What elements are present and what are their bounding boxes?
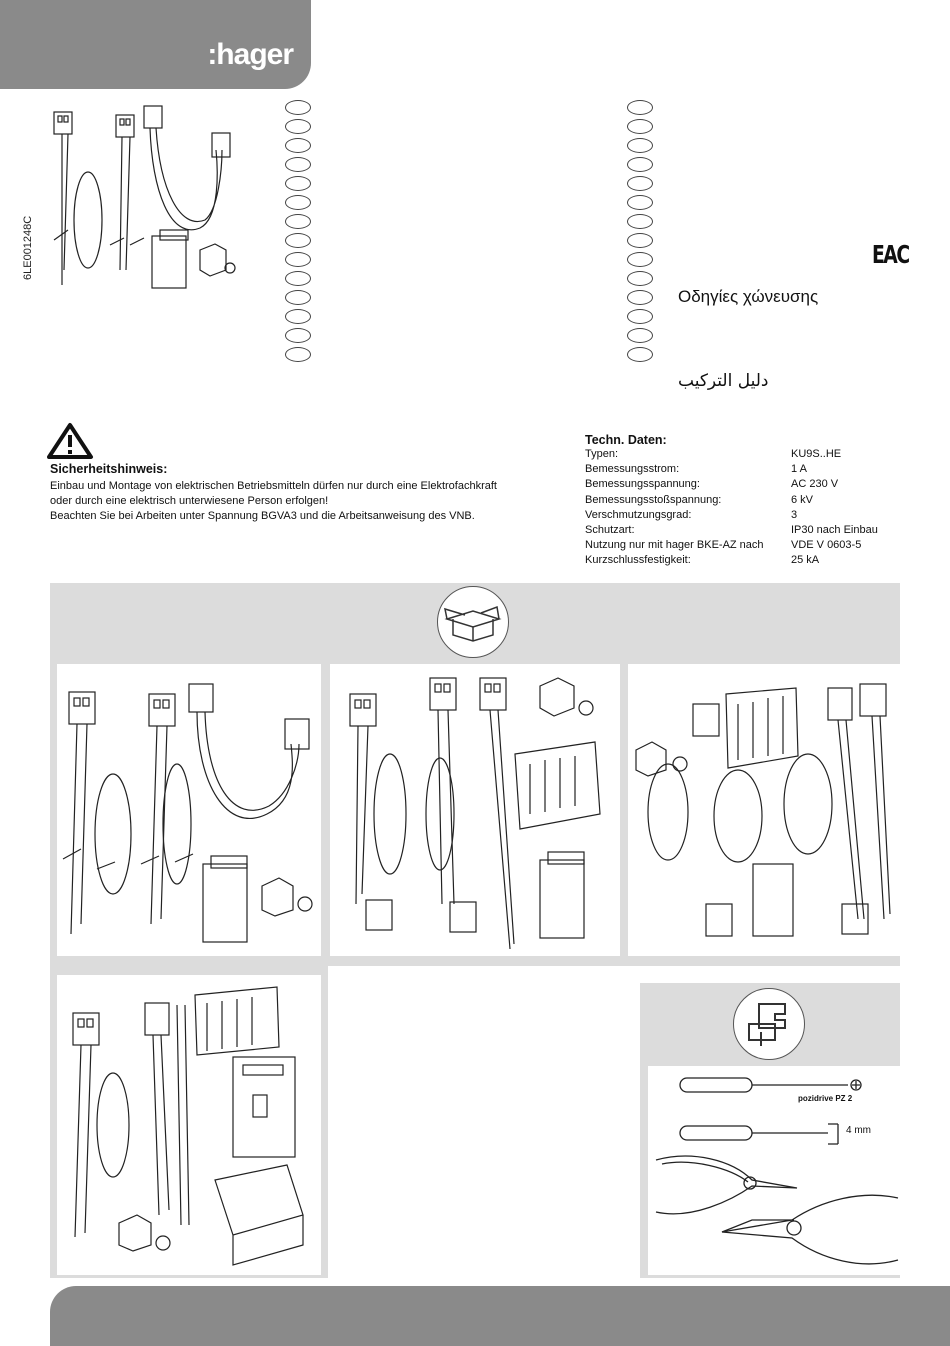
language-oval	[627, 100, 653, 115]
variant-2-illustration	[330, 664, 620, 956]
variant-3-illustration	[628, 664, 900, 956]
language-oval	[285, 100, 311, 115]
safety-line: Beachten Sie bei Arbeiten unter Spannung BGVA3 und die Arbeitsanweisung des VNB.	[50, 510, 475, 522]
language-oval	[627, 176, 653, 191]
language-oval	[285, 271, 311, 286]
table-row	[585, 524, 878, 539]
safety-text	[50, 479, 570, 524]
tech-key: Kurzschlussfestigkeit:	[585, 554, 691, 567]
tech-value: AC 230 V	[791, 478, 839, 491]
safety-line: oder durch eine elektrisch unterwiesene Person erfolgen!	[50, 495, 329, 507]
brand-logo: :hager	[207, 38, 293, 71]
table-row	[585, 509, 878, 524]
tech-key: Bemessungsspannung:	[585, 478, 700, 491]
tech-data-heading: Techn. Daten:	[585, 433, 667, 447]
table-row	[585, 539, 878, 554]
table-row	[585, 494, 878, 509]
screwdriver-1-label: pozidrive PZ 2	[798, 1094, 853, 1103]
table-row	[585, 554, 878, 569]
language-oval	[627, 119, 653, 134]
eac-mark: EAC	[872, 240, 909, 269]
language-oval	[627, 290, 653, 305]
tech-value: 3	[791, 508, 798, 521]
tech-key: Bemessungsstoßspannung:	[585, 493, 722, 506]
language-oval	[285, 138, 311, 153]
wrench-hammer-icon	[745, 1000, 793, 1048]
language-oval	[627, 309, 653, 324]
language-oval	[285, 157, 311, 172]
language-oval	[627, 214, 653, 229]
language-oval	[285, 195, 311, 210]
tech-data-table	[585, 448, 878, 570]
variant-1-illustration	[57, 664, 321, 956]
language-oval	[285, 233, 311, 248]
variant-4-illustration	[57, 975, 321, 1275]
tech-key: Schutzart:	[585, 523, 635, 536]
language-ovals-left	[285, 100, 315, 366]
footer-bar	[50, 1286, 950, 1346]
language-oval	[627, 157, 653, 172]
tech-value: KU9S..HE	[791, 448, 842, 460]
language-oval	[627, 138, 653, 153]
tech-key: Bemessungsstrom:	[585, 463, 680, 476]
header-logo-tab	[0, 0, 311, 89]
open-box-icon	[445, 605, 501, 641]
language-oval	[627, 233, 653, 248]
tech-value: IP30 nach Einbau	[791, 523, 878, 536]
language-oval	[627, 252, 653, 267]
arabic-title: دليل التركيب	[678, 371, 769, 391]
tech-key: Typen:	[585, 448, 619, 460]
language-oval	[627, 271, 653, 286]
tech-key: Nutzung nur mit hager BKE-AZ nach	[585, 539, 764, 552]
safety-line: Einbau und Montage von elektrischen Betriebsmitteln dürfen nur durch eine Elektrofachkraft	[50, 480, 497, 492]
language-oval	[627, 328, 653, 343]
language-oval	[285, 214, 311, 229]
language-ovals-right	[627, 100, 657, 366]
language-oval	[285, 252, 311, 267]
side-cutter-icon	[712, 1190, 902, 1270]
warning-icon	[46, 422, 94, 460]
screwdriver-flat-icon	[678, 1122, 848, 1152]
language-oval	[285, 290, 311, 305]
document-id: 6LE001248C	[22, 215, 34, 280]
safety-heading: Sicherheitshinweis:	[50, 462, 168, 476]
table-row	[585, 448, 878, 463]
language-oval	[285, 347, 311, 362]
tech-value: VDE V 0603-5	[791, 539, 862, 552]
language-oval	[285, 119, 311, 134]
table-row	[585, 463, 878, 478]
language-oval	[285, 309, 311, 324]
tech-value: 1 A	[791, 463, 807, 476]
language-oval	[285, 328, 311, 343]
screwdriver-2-label: 4 mm	[846, 1125, 871, 1136]
table-row	[585, 478, 878, 493]
language-oval	[627, 195, 653, 210]
language-oval	[627, 347, 653, 362]
tech-key: Verschmutzungsgrad:	[585, 508, 692, 521]
greek-title: Οδηγίες χώνευσης	[678, 287, 819, 306]
tech-value: 6 kV	[791, 493, 814, 506]
language-oval	[285, 176, 311, 191]
tech-value: 25 kA	[791, 554, 820, 567]
product-overview-illustration	[40, 100, 250, 310]
